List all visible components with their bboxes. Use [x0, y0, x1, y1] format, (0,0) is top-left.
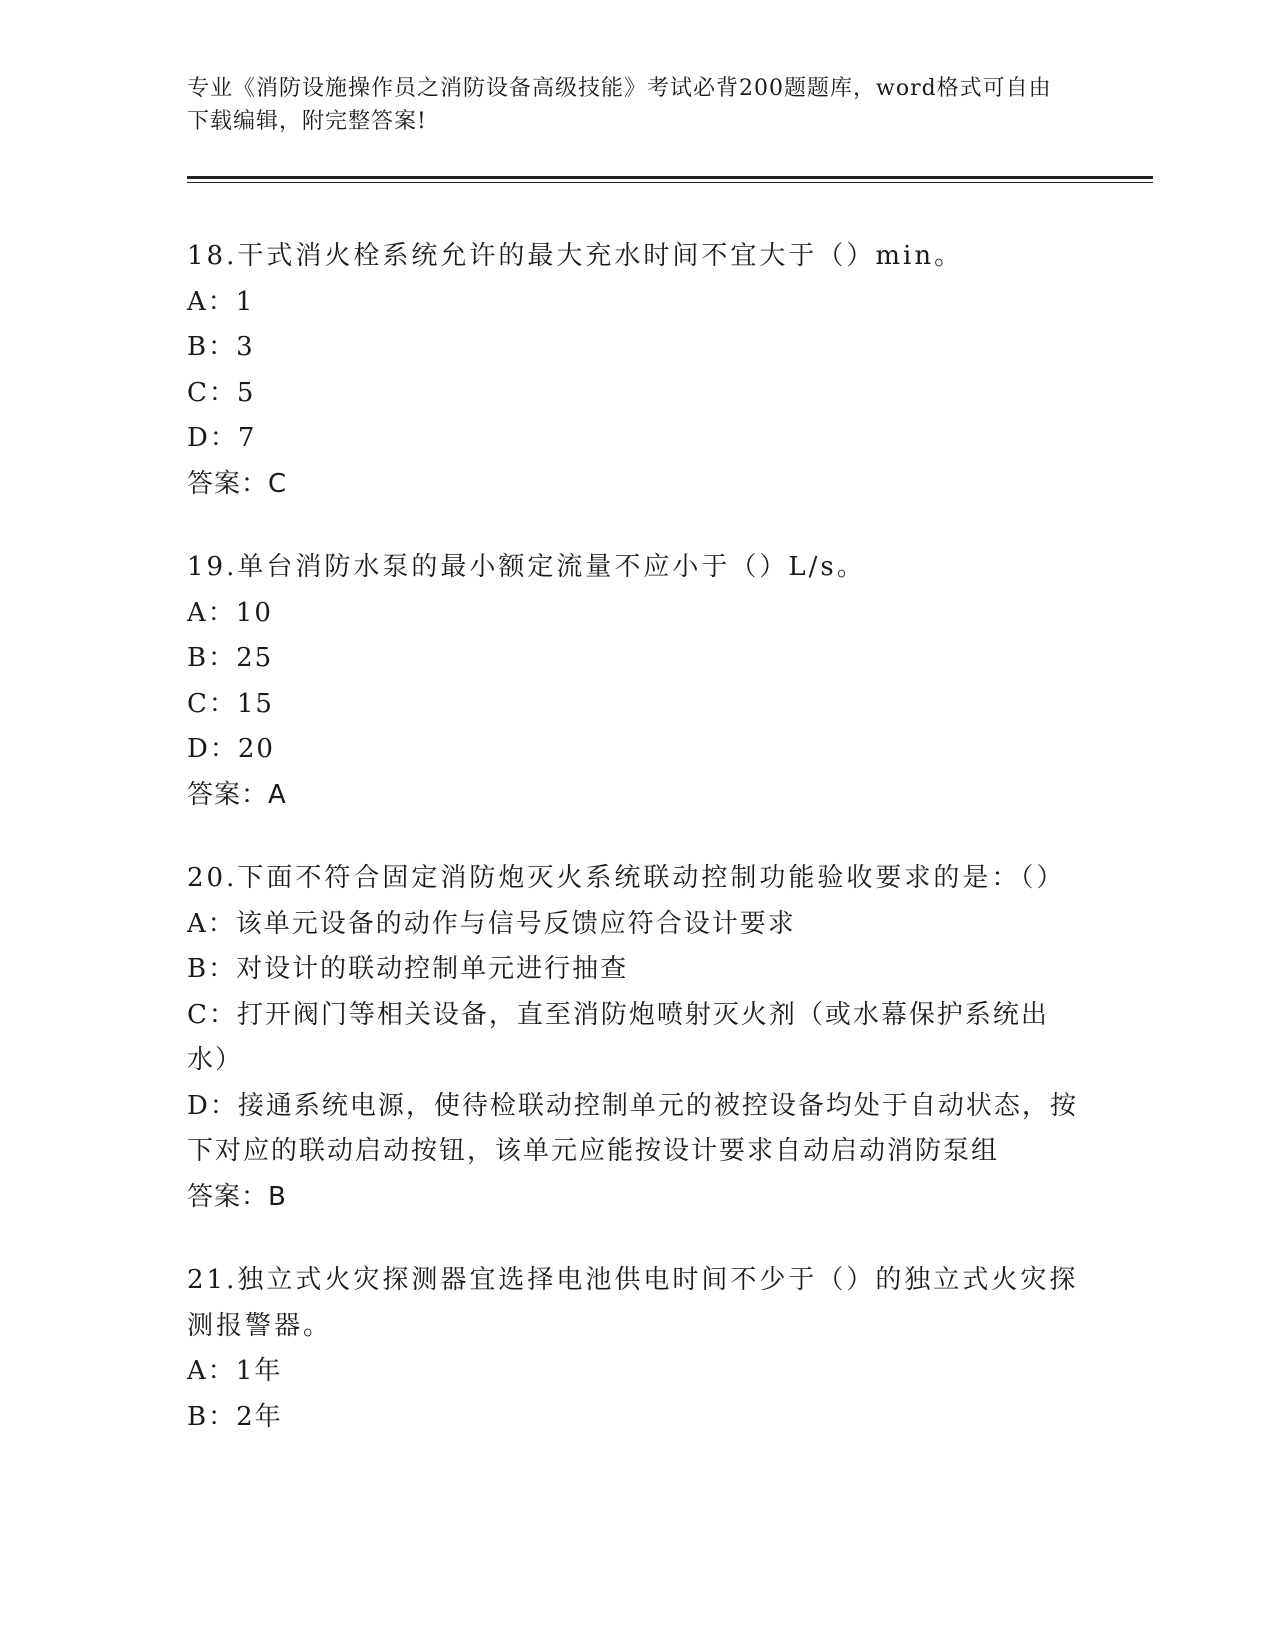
option-a: A：10	[187, 597, 273, 628]
question-stem: 18.干式消火栓系统允许的最大充水时间不宜大于（）min。	[187, 241, 964, 271]
option-a: A：1年	[187, 1356, 283, 1386]
question-18	[187, 234, 1087, 507]
option-b: B：25	[187, 643, 274, 673]
option-c: C：5	[187, 377, 256, 408]
option-c: C：打开阀门等相关设备，直至消防炮喷射灭火剂（或水幕保护系统出水）	[187, 999, 1049, 1075]
option-d: D：接通系统电源，使待检联动控制单元的被控设备均处于自动状态，按下对应的联动启动按钮，该单元应能按设计要求自动启动消防泵组	[187, 1090, 1078, 1166]
option-b: B：2年	[187, 1401, 283, 1432]
answer: 答案：B	[187, 1181, 287, 1212]
question-stem: 19.单台消防水泵的最小额定流量不应小于（）L/s。	[187, 552, 866, 582]
question-stem: 20.下面不符合固定消防炮灭火系统联动控制功能验收要求的是：（）	[187, 863, 1066, 893]
question-stem: 21.独立式火灾探测器宜选择电池供电时间不少于（）的独立式火灾探测报警器。	[187, 1265, 1079, 1341]
question-list	[187, 234, 1087, 1478]
header-divider-thin	[187, 182, 1153, 183]
option-a: A：该单元设备的动作与信号反馈应符合设计要求	[187, 908, 796, 939]
option-d: D：20	[187, 734, 275, 764]
question-19	[187, 545, 1087, 818]
option-b: B：对设计的联动控制单元进行抽查	[187, 954, 629, 984]
option-c: C：15	[187, 688, 274, 719]
document-header: 专业《消防设施操作员之消防设备高级技能》考试必背200题题库，word格式可自由下载编辑，附完整答案!	[187, 76, 1052, 134]
question-21	[187, 1258, 1087, 1440]
question-20	[187, 856, 1087, 1220]
option-b: B：3	[187, 332, 255, 362]
header-divider-thick	[187, 176, 1153, 179]
answer: 答案：A	[187, 779, 287, 810]
answer: 答案：C	[187, 468, 288, 499]
option-a: A：1	[187, 286, 255, 317]
option-d: D：7	[187, 423, 257, 453]
